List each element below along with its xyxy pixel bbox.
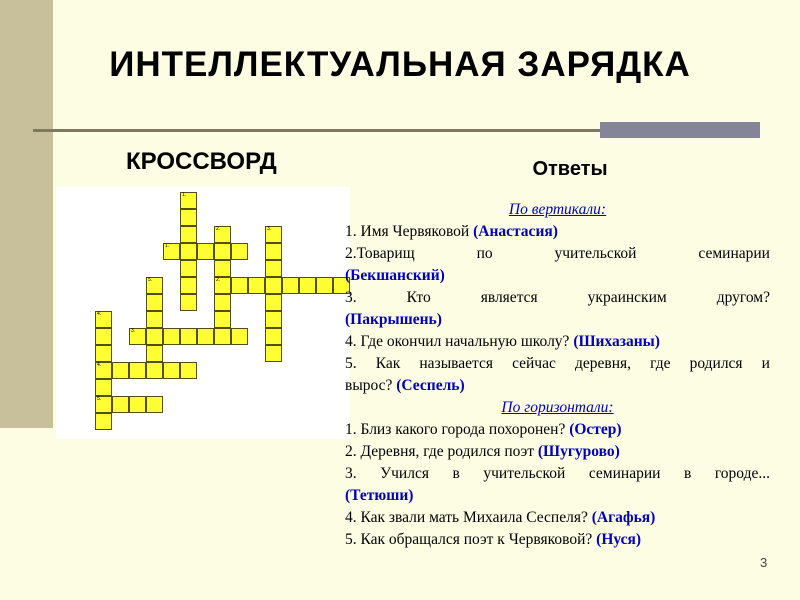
crossword-cell [214,277,231,294]
question-word: Как [375,355,401,372]
crossword-cell [180,328,197,345]
question-word: родился [689,355,743,372]
horizontal-answer-2 [345,441,770,463]
slide-number: 3 [760,555,768,570]
crossword-cell [146,328,163,345]
vertical-question-2 [345,243,770,265]
crossword-cell [299,277,316,294]
crossword-clue-number: 3. [267,226,272,232]
vertical-answer-4 [345,331,770,353]
crossword-cell [180,192,197,209]
crossword-cell [180,277,197,294]
horizontal-header-line [345,397,770,419]
vertical-answer-5 [345,375,770,397]
crossword-cell [129,396,146,413]
crossword-cell [214,294,231,311]
answer-text: (Анастасия) [473,223,558,240]
question-word: 5. [345,355,357,372]
crossword-cell [180,294,197,311]
question-word: Учился [380,465,429,482]
crossword-cell [112,362,129,379]
answers-list [345,199,770,551]
vertical-header: По вертикали: [508,201,607,218]
question-word: в [683,465,692,482]
crossword-cell [163,243,180,260]
crossword-cell [231,277,248,294]
answer-text: (Нуся) [596,531,642,548]
question-text: 4. Как звали мать Михаила Сеспеля? [345,509,592,526]
crossword-cell [214,243,231,260]
question-word: 3. [345,465,357,482]
crossword-cell [180,226,197,243]
crossword-cell [197,243,214,260]
crossword-clue-number: 2. [216,226,221,232]
answer-text: (Шугурово) [537,443,620,460]
crossword-cell [95,311,112,328]
crossword-cell [146,396,163,413]
crossword-cell [180,260,197,277]
horizontal-answer-5 [345,529,770,551]
question-word: в [452,465,460,482]
crossword-cell [95,362,112,379]
crossword-clue-number: 4. [97,311,102,317]
crossword-cell [163,362,180,379]
vertical-answer-1 [345,221,770,243]
question-word: семинарии [698,245,770,262]
vertical-answer-3 [345,309,770,331]
crossword-cell [95,413,112,430]
crossword-clue-number: 1. [165,243,170,249]
crossword-cell [265,311,282,328]
question-text: 4. Где окончил начальную школу? [345,333,574,350]
vertical-question-3 [345,287,770,309]
crossword-cell [146,362,163,379]
question-text: 1. Близ какого города похоронен? [345,421,570,438]
answer-text: (Пакрышень) [345,311,442,328]
crossword-clue-number: 5. [148,277,153,283]
answer-text: (Бекшанский) [345,267,445,284]
question-word: другом? [716,289,770,306]
crossword-cell [214,260,231,277]
horizontal-answer-1 [345,419,770,441]
crossword-cell [265,243,282,260]
crossword-cell [180,209,197,226]
crossword-cell [214,328,231,345]
crossword-cell [197,328,214,345]
question-text: 2. Деревня, где родился поэт [345,443,538,460]
crossword-cell [95,328,112,345]
crossword-cell [129,328,146,345]
crossword-cell [265,226,282,243]
crossword-cell [180,243,197,260]
crossword-cell [282,277,299,294]
question-word: где [650,355,671,372]
crossword-cell [265,328,282,345]
crossword-cell [95,396,112,413]
vertical-question-5 [345,353,770,375]
answers-heading: Ответы [532,158,608,180]
answer-text: (Агафья) [591,509,656,526]
question-word: деревня, [574,355,631,372]
crossword-cell [180,362,197,379]
slide-title: ИНТЕЛЛЕКТУАЛЬНАЯ ЗАРЯДКА [109,45,691,84]
crossword-cell [95,345,112,362]
answer-text: (Тетюши) [345,487,414,504]
crossword-heading: КРОССВОРД [126,148,277,175]
vertical-answer-2 [345,265,770,287]
answer-text: (Остер) [569,421,622,438]
question-word: является [480,289,538,306]
divider-line [33,129,603,132]
answer-text: (Шихазаны) [573,333,660,350]
crossword-cell [265,277,282,294]
crossword-cell [146,294,163,311]
crossword-cell [231,243,248,260]
question-text: 5. Как обращался поэт к Червяковой? [345,531,597,548]
answer-text: (Сеспель) [396,377,465,394]
crossword-cell [231,328,248,345]
question-word: называется [419,355,493,372]
question-word: и [761,355,770,372]
crossword-cell [265,294,282,311]
crossword-cell [146,277,163,294]
crossword-cell [146,345,163,362]
question-word: 3. [345,289,357,306]
question-word: городе... [714,465,770,482]
question-word: сейчас [512,355,556,372]
question-text: вырос? [345,377,397,394]
crossword-cell [265,345,282,362]
question-word: семинарии [588,465,661,482]
crossword-cell [214,311,231,328]
crossword-cell [265,260,282,277]
crossword-cell [214,226,231,243]
crossword-clue-number: 2. [216,277,221,283]
crossword-cell [316,277,333,294]
horizontal-answer-3 [345,485,770,507]
question-word: Кто [406,289,431,306]
vertical-header-line [345,199,770,221]
crossword-cell [129,362,146,379]
crossword-grid [56,187,350,439]
question-word: украинским [587,289,667,306]
crossword-cell [146,311,163,328]
divider-block [600,122,760,138]
question-word: 2.Товарищ [345,245,415,262]
crossword-cell [112,396,129,413]
horizontal-header: По горизонтали: [501,399,614,416]
question-word: учительской [483,465,566,482]
crossword-clue-number: 4. [97,362,102,368]
crossword-clue-number: 3. [131,328,136,334]
horizontal-answer-4 [345,507,770,529]
horizontal-question-3 [345,463,770,485]
crossword-clue-number: 5. [97,396,102,402]
crossword-cell [163,328,180,345]
question-text: 1. Имя Червяковой [345,223,474,240]
question-word: учительской [554,245,637,262]
crossword-clue-number: 1. [182,192,187,198]
crossword-cell [248,277,265,294]
question-word: по [476,245,493,262]
crossword-cell [95,379,112,396]
